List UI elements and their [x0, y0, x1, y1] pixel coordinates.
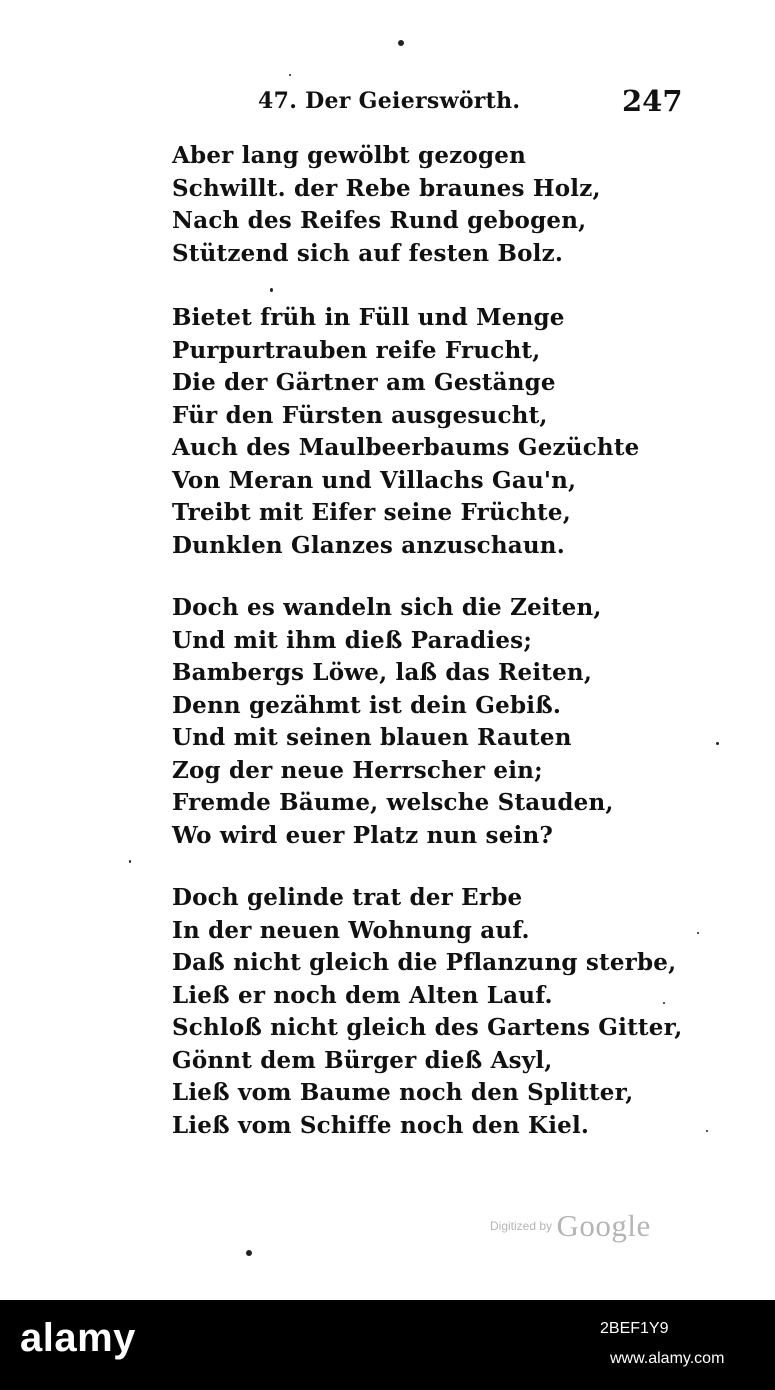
poem-line: Die der Gärtner am Gestänge — [172, 369, 556, 396]
stock-photo-banner — [0, 1300, 775, 1390]
poem-line: Auch des Maulbeerbaums Gezüchte — [172, 434, 640, 461]
poem-line: Schwillt. der Rebe braunes Holz, — [172, 174, 601, 202]
poem-line: Und mit ihm dieß Paradies; — [172, 626, 533, 654]
poem-stanza — [172, 592, 614, 852]
poem-stanza — [172, 140, 601, 270]
poem-line: Gönnt dem Bürger dieß Asyl, — [172, 1046, 553, 1074]
poem-line: Zog der neue Herrscher ein; — [172, 756, 543, 784]
site-url-label: www.alamy.com — [610, 1350, 725, 1367]
poem-line: Aber lang gewölbt gezogen — [172, 142, 526, 169]
speck-mark — [270, 288, 273, 292]
poem-line: Ließ er noch dem Alten Lauf. — [172, 981, 553, 1009]
poem-line: Für den Fürsten ausgesucht, — [172, 401, 548, 429]
poem-line: Purpurtrauben reife Frucht, — [172, 336, 541, 364]
speck-mark — [289, 74, 291, 76]
speck-mark — [398, 40, 404, 46]
poem-line: Doch es wandeln sich die Zeiten, — [172, 594, 602, 621]
poem-line: Und mit seinen blauen Rauten — [172, 724, 572, 751]
image-id-label: 2BEF1Y9 — [600, 1320, 669, 1337]
poem-line: Ließ vom Baume noch den Splitter, — [172, 1079, 634, 1106]
poem-line: Bietet früh in Füll und Menge — [172, 304, 565, 331]
poem-stanza — [172, 882, 682, 1142]
page-number: 247 — [622, 84, 683, 118]
watermark-prefix: Digitized by — [490, 1219, 553, 1233]
speck-mark — [129, 860, 131, 863]
speck-mark — [706, 1130, 708, 1132]
poem-line: Doch gelinde trat der Erbe — [172, 884, 523, 911]
speck-mark — [697, 932, 699, 934]
google-logo: Google — [556, 1208, 651, 1243]
alamy-logo: alamy — [20, 1316, 136, 1360]
poem-line: Nach des Reifes Rund gebogen, — [172, 207, 587, 234]
poem-line: Ließ vom Schiffe noch den Kiel. — [172, 1111, 590, 1139]
poem-line: Treibt mit Eifer seine Früchte, — [172, 499, 571, 526]
poem-stanza — [172, 302, 640, 562]
poem-line: Stützend sich auf festen Bolz. — [172, 239, 564, 267]
poem-line: Daß nicht gleich die Pflanzung sterbe, — [172, 949, 677, 976]
poem-line: Fremde Bäume, welsche Stauden, — [172, 789, 614, 816]
poem-line: Dunklen Glanzes anzuschaun. — [172, 531, 565, 559]
digitized-by-watermark — [490, 1208, 651, 1244]
poem-line: In der neuen Wohnung auf. — [172, 916, 530, 944]
poem-line: Bambergs Löwe, laß das Reiten, — [172, 659, 593, 686]
speck-mark — [716, 742, 719, 745]
speck-mark — [246, 1250, 252, 1256]
poem-line: Wo wird euer Platz nun sein? — [172, 821, 554, 849]
poem-line: Schloß nicht gleich des Gartens Gitter, — [172, 1014, 683, 1041]
poem-line: Von Meran und Villachs Gau'n, — [172, 466, 577, 494]
poem-line: Denn gezähmt ist dein Gebiß. — [172, 691, 562, 719]
running-header-title: 47. Der Geierswörth. — [258, 88, 521, 114]
